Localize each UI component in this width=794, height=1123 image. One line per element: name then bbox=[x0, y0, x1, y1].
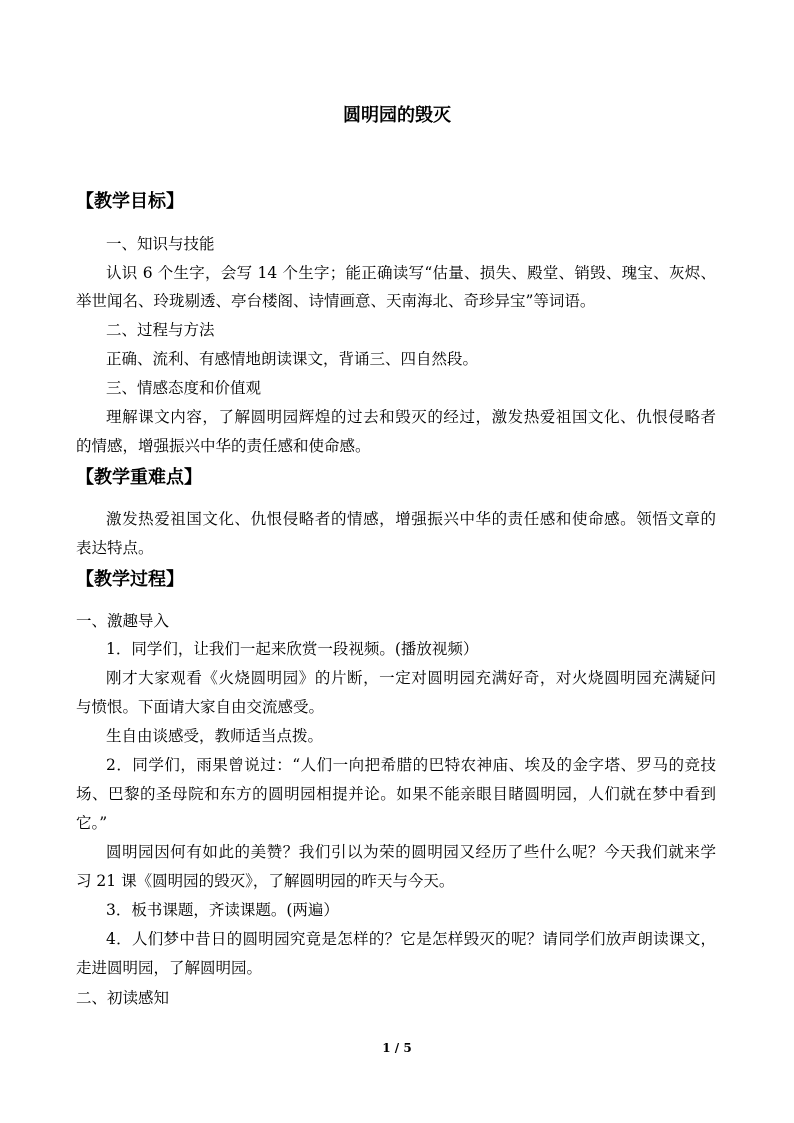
goals-header: 【教学目标】 bbox=[76, 191, 184, 212]
process-step-4-line-2: 走进圆明园，了解圆明园。 bbox=[76, 959, 263, 977]
process-heading-2: 二、初读感知 bbox=[76, 989, 170, 1007]
goals-paragraph-2: 正确、流利、有感情地朗读课文，背诵三、四自然段。 bbox=[106, 350, 479, 368]
goals-paragraph-3-line-1: 理解课文内容，了解圆明园辉煌的过去和毁灭的经过，激发热爱祖国文化、仇恨侵略者 bbox=[106, 408, 716, 426]
key-points-line-2: 表达特点。 bbox=[76, 539, 154, 557]
process-step-2-para-line-2: 习 21 课《圆明园的毁灭》，了解圆明园的昨天与今天。 bbox=[76, 872, 455, 890]
process-step-1-note: 生自由谈感受，教师适当点拨。 bbox=[106, 727, 324, 745]
process-heading-1: 一、激趣导入 bbox=[76, 612, 170, 630]
goals-subheading-2: 二、过程与方法 bbox=[106, 321, 215, 339]
goals-paragraph-3-line-2: 的情感，增强振兴中华的责任感和使命感。 bbox=[76, 437, 371, 455]
document-title: 圆明园的毁灭 bbox=[343, 105, 451, 126]
process-step-4-line-1: 4．人们梦中昔日的圆明园究竟是怎样的？它是怎样毁灭的呢？请同学们放声朗读课文， bbox=[106, 930, 716, 948]
process-step-2-line-3: 它。” bbox=[76, 814, 108, 832]
process-step-2-line-2: 场、巴黎的圣母院和东方的圆明园相提并论。如果不能亲眼目睹圆明园，人们就在梦中看到 bbox=[76, 785, 716, 803]
process-step-1-para-line-1: 刚才大家观看《火烧圆明园》的片断，一定对圆明园充满好奇，对火烧圆明园充满疑问 bbox=[106, 669, 716, 687]
process-step-1-para-line-2: 与愤恨。下面请大家自由交流感受。 bbox=[76, 698, 325, 716]
page-number: 1 / 5 bbox=[382, 1041, 412, 1055]
goals-paragraph-1-line-1: 认识 6 个生字，会写 14 个生字；能正确读写“估量、损失、殿堂、销毁、瑰宝、灰烬、 bbox=[106, 264, 716, 282]
process-step-2-line-1: 2．同学们，雨果曾说过：“人们一向把希腊的巴特农神庙、埃及的金字塔、罗马的竞技 bbox=[106, 756, 716, 774]
goals-paragraph-1-line-2: 举世闻名、玲珑剔透、亭台楼阁、诗情画意、天南海北、奇珍异宝”等词语。 bbox=[76, 292, 596, 310]
process-step-2-para-line-1: 圆明园因何有如此的美赞？我们引以为荣的圆明园又经历了些什么呢？今天我们就来学 bbox=[106, 843, 716, 861]
goals-subheading-3: 三、情感态度和价值观 bbox=[106, 379, 262, 397]
process-step-1: 1．同学们，让我们一起来欣赏一段视频。(播放视频） bbox=[106, 640, 479, 658]
process-step-3: 3．板书课题，齐读课题。(两遍） bbox=[106, 901, 339, 919]
key-points-header: 【教学重难点】 bbox=[76, 467, 202, 488]
goals-subheading-1: 一、知识与技能 bbox=[106, 235, 215, 253]
key-points-line-1: 激发热爱祖国文化、仇恨侵略者的情感，增强振兴中华的责任感和使命感。领悟文章的 bbox=[106, 510, 716, 528]
process-header: 【教学过程】 bbox=[76, 569, 184, 590]
